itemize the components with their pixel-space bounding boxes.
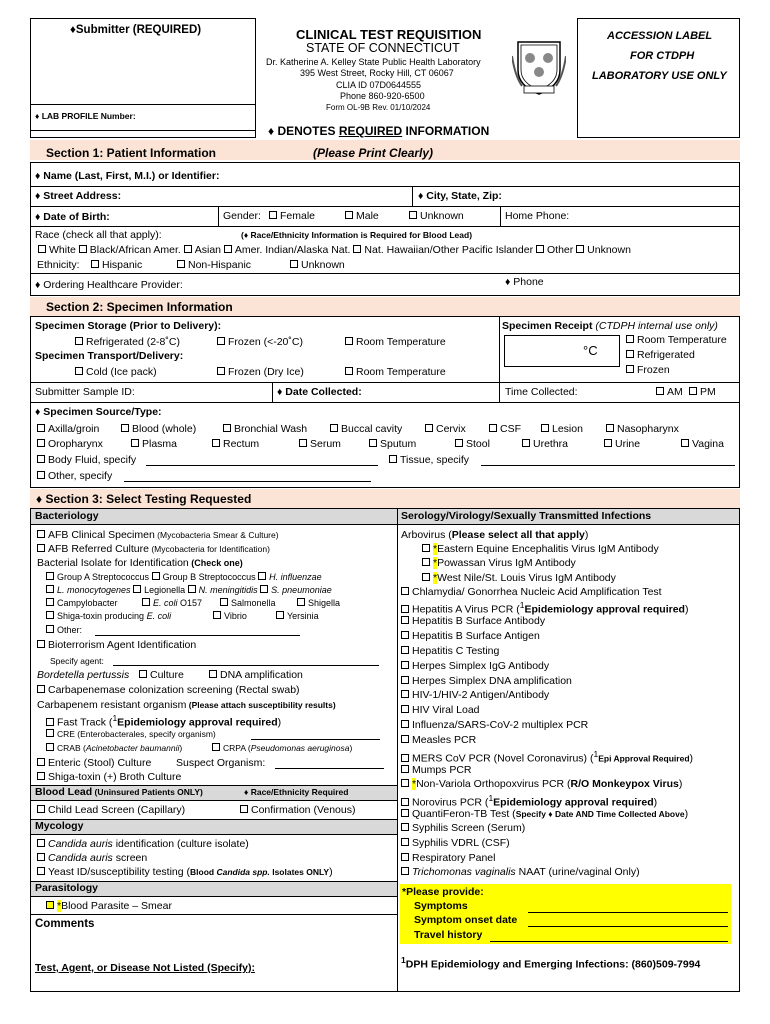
enteric-culture[interactable]: Enteric (Stool) Culture [37, 757, 151, 769]
transport-cold[interactable]: Cold (Ice pack) [75, 366, 157, 378]
afb-referred[interactable]: AFB Referred Culture (Mycobacteria for Identification) [37, 543, 270, 555]
travel-label: Travel history [414, 929, 483, 941]
divider [30, 819, 397, 820]
yeast-id[interactable]: Yeast ID/susceptibility testing (Blood Candida spp. Isolates ONLY) [37, 866, 333, 878]
storage-label: Specimen Storage (Prior to Delivery): [35, 320, 222, 332]
storage-room-temp[interactable]: Room Temperature [345, 336, 446, 348]
hsv-dna[interactable]: Herpes Simplex DNA amplification [401, 675, 572, 687]
option-group-b[interactable]: Group B Streptococcus [152, 572, 256, 582]
gender-unknown[interactable]: Unknown [409, 210, 464, 222]
ethnicity-label: Ethnicity: [37, 259, 80, 271]
option-group-a[interactable]: Group A Streptococcus [46, 572, 149, 582]
source-oropharynx[interactable]: Oropharynx [37, 438, 103, 450]
west-nile-antibody[interactable]: *West Nile/St. Louis Virus IgM Antibody [422, 572, 616, 584]
hep-c-testing[interactable]: Hepatitis C Testing [401, 645, 499, 657]
bacterial-isolate-label: Bacterial Isolate for Identification (Check one) [37, 557, 243, 569]
race-note: (♦ Race/Ethnicity Information is Required for Blood Lead) [241, 230, 473, 240]
source-bronchial[interactable]: Bronchial Wash [223, 423, 307, 435]
race-option[interactable]: Unknown [576, 244, 631, 256]
source-urethra[interactable]: Urethra [522, 438, 568, 450]
quantiferon[interactable]: QuantiFeron-TB Test (Specify ♦ Date AND Time Collected Above) [401, 808, 688, 820]
receipt-room-temp[interactable]: Room Temperature [626, 334, 727, 346]
divider [397, 508, 398, 992]
race-required: ♦ Race/Ethnicity Required [244, 787, 349, 797]
option-legionella[interactable]: Legionella [133, 585, 185, 595]
bacteriology-title: Bacteriology [35, 510, 99, 522]
source-csf[interactable]: CSF [489, 423, 521, 435]
crpa-option[interactable]: CRPA (Pseudomonas aeruginosa) [212, 743, 352, 753]
divider [500, 206, 501, 226]
source-vagina[interactable]: Vagina [681, 438, 724, 450]
celsius-unit: °C [583, 343, 598, 358]
street-address-field[interactable]: ♦ Street Address: [35, 190, 122, 202]
transport-room-temp[interactable]: Room Temperature [345, 366, 446, 378]
ethnicity-unknown[interactable]: Unknown [290, 259, 345, 271]
source-plasma[interactable]: Plasma [131, 438, 177, 450]
lab-phone: Phone 860-920-6500 [340, 91, 425, 101]
accession-line-1: ACCESSION LABEL [607, 30, 713, 42]
divider [499, 316, 500, 382]
divider [30, 524, 397, 525]
option-h-influenzae[interactable]: H. influenzae [258, 572, 322, 582]
city-state-zip-field[interactable]: ♦ City, State, Zip: [418, 190, 502, 202]
arbovirus-label: Arbovirus (Please select all that apply) [401, 529, 589, 541]
lead-confirmation[interactable]: Confirmation (Venous) [240, 804, 355, 816]
option-other[interactable]: Other: [46, 625, 82, 635]
isolate-row-1 [46, 572, 322, 582]
source-tissue[interactable]: Tissue, specify [389, 454, 469, 466]
footnote: $^1$DPH Epidemiology and Emerging Infections: (860)509-7994 [401, 955, 701, 971]
patient-name-field[interactable]: ♦ Name (Last, First, M.I.) or Identifier: [35, 170, 220, 182]
divider [30, 186, 740, 187]
checkbox[interactable] [345, 211, 353, 219]
option-campylobacter[interactable]: Campylobacter [46, 598, 118, 608]
eee-antibody[interactable]: *Eastern Equine Encephalitis Virus IgM Antibody [422, 543, 659, 555]
option-salmonella[interactable]: Salmonella [220, 598, 276, 608]
date-collected-field[interactable]: ♦ Date Collected: [277, 386, 362, 398]
orthopox-pcr[interactable]: *Non-Variola Orthopoxvirus PCR (R/O Monkeypox Virus) [401, 778, 682, 790]
norovirus-pcr[interactable]: Norovirus PCR ($^1$Epidemiology approval required) [401, 793, 657, 809]
divider [30, 206, 740, 207]
source-stool[interactable]: Stool [455, 438, 490, 450]
symptoms-line[interactable] [528, 912, 728, 913]
gender-label: Gender: [223, 210, 261, 222]
mers-pcr[interactable]: MERS CoV PCR (Novel Coronavirus) ($^1$Epi Approval Required) [401, 749, 693, 765]
serology-title: Serology/Virology/Sexually Transmitted Infections [401, 510, 652, 522]
checkbox[interactable] [269, 211, 277, 219]
source-nasopharynx[interactable]: Nasopharynx [606, 423, 679, 435]
specimen-source-label: ♦ Specimen Source/Type: [35, 406, 162, 418]
powassan-antibody[interactable]: *Powassan Virus IgM Antibody [422, 557, 576, 569]
form-title: CLINICAL TEST REQUISITION [296, 27, 482, 42]
required-note: ♦ DENOTES REQUIRED INFORMATION [268, 124, 490, 138]
hiv-viral-load[interactable]: HIV Viral Load [401, 704, 480, 716]
divider [30, 130, 256, 131]
section-1-title: Section 1: Patient Information [46, 146, 217, 160]
travel-line[interactable] [490, 941, 728, 942]
accession-line-2: FOR CTDPH [630, 50, 695, 62]
time-pm[interactable]: PM [689, 386, 716, 398]
suspect-organism-label: Suspect Organism: [176, 757, 266, 769]
checkbox[interactable] [409, 211, 417, 219]
race-option[interactable]: Asian [184, 244, 221, 256]
section-3-title: ♦ Section 3: Select Testing Requested [36, 492, 252, 506]
syphilis-vdrl[interactable]: Syphilis VDRL (CSF) [401, 837, 510, 849]
syphilis-screen[interactable]: Syphilis Screen (Serum) [401, 822, 525, 834]
not-listed-field[interactable]: Test, Agent, or Disease Not Listed (Specify): [35, 962, 255, 974]
bordetella-culture[interactable]: Culture [139, 669, 184, 681]
divider [412, 186, 413, 206]
crab-option[interactable]: CRAB (Acinetobacter baumannii) [46, 743, 182, 753]
state-seal-icon [512, 36, 566, 98]
candida-auris-id[interactable]: Candida auris identification (culture isolate) [37, 838, 249, 850]
mycology-title: Mycology [35, 820, 84, 832]
source-sputum[interactable]: Sputum [369, 438, 416, 450]
onset-label: Symptom onset date [414, 914, 518, 926]
time-collected-field[interactable]: Time Collected: [505, 386, 578, 398]
option-s-pneu[interactable]: S. pneumoniae [260, 585, 332, 595]
source-body-fluid[interactable]: Body Fluid, specify [37, 454, 136, 466]
dob-field[interactable]: ♦ Date of Birth: [35, 211, 110, 223]
race-option[interactable]: Other [536, 244, 573, 256]
divider [499, 382, 500, 402]
mycology-header [31, 819, 397, 834]
storage-frozen[interactable]: Frozen (<-20˚C) [217, 336, 303, 348]
accession-line-3: LABORATORY USE ONLY [592, 70, 727, 82]
source-cervix[interactable]: Cervix [425, 423, 466, 435]
lab-name: Dr. Katherine A. Kelley State Public Health Laboratory [266, 57, 481, 67]
transport-label: Specimen Transport/Delivery: [35, 350, 184, 362]
receipt-refrigerated[interactable]: Refrigerated [626, 349, 695, 361]
divider [30, 800, 397, 801]
respiratory-panel[interactable]: Respiratory Panel [401, 852, 495, 864]
divider [218, 206, 219, 226]
divider [30, 382, 740, 383]
source-rectum[interactable]: Rectum [212, 438, 259, 450]
race-option[interactable]: Nat. Hawaiian/Other Pacific Islander [353, 244, 533, 256]
print-clearly: (Please Print Clearly) [313, 146, 434, 160]
symptoms-label: Symptoms [414, 900, 468, 912]
please-provide-label: *Please provide: [402, 886, 484, 898]
race-option[interactable]: Amer. Indian/Alaska Nat. [224, 244, 351, 256]
hiv-ag-ab[interactable]: HIV-1/HIV-2 Antigen/Antibody [401, 689, 549, 701]
cro-label: Carbapenem resistant organism (Please attach susceptibility results) [37, 699, 336, 711]
option-yersinia[interactable]: Yersinia [276, 611, 319, 621]
option-e-coli[interactable]: E. coli O157 [142, 598, 202, 608]
source-buccal[interactable]: Buccal cavity [330, 423, 402, 435]
option-stec[interactable]: Shiga-toxin producing E. coli [46, 611, 171, 621]
child-lead-screen[interactable]: Child Lead Screen (Capillary) [37, 804, 185, 816]
fast-track[interactable]: Fast Track ($^1$Epidemiology approval required) [46, 713, 281, 729]
provider-phone-field[interactable]: ♦ Phone [505, 276, 544, 288]
blood-lead-title: Blood Lead (Uninsured Patients ONLY) [35, 786, 203, 798]
afb-clinical[interactable]: AFB Clinical Specimen (Mycobacteria Smear & Culture) [37, 529, 279, 541]
ethnicity-hispanic[interactable]: Hispanic [91, 259, 142, 271]
specify-agent-label: Specify agent: [50, 656, 104, 666]
divider [272, 382, 273, 402]
state-name: STATE OF CONNECTICUT [306, 41, 460, 55]
isolate-row-2 [46, 585, 332, 595]
form-number: Form OL-9B Rev. 01/10/2024 [326, 103, 431, 112]
transport-dry-ice[interactable]: Frozen (Dry Ice) [217, 366, 304, 378]
source-blood[interactable]: Blood (whole) [121, 423, 196, 435]
trichomonas-naat[interactable]: Trichomonas vaginalis NAAT (urine/vaginal Only) [401, 866, 640, 878]
hsv-igg[interactable]: Herpes Simplex IgG Antibody [401, 660, 549, 672]
bordetella-label: Bordetella pertussis [37, 669, 130, 681]
bioterrorism[interactable]: Bioterrorism Agent Identification [37, 639, 196, 651]
lab-address: 395 West Street, Rocky Hill, CT 06067 [300, 68, 454, 78]
chlamydia-test[interactable]: Chlamydia/ Gonorrhea Nucleic Acid Amplification Test [401, 586, 662, 598]
blood-parasite[interactable]: *Blood Parasite – Smear [46, 900, 172, 912]
bordetella-dna[interactable]: DNA amplification [209, 669, 303, 681]
divider [30, 914, 397, 915]
source-other[interactable]: Other, specify [37, 470, 112, 482]
hep-b-antibody[interactable]: Hepatitis B Surface Antibody [401, 615, 545, 627]
divider [30, 402, 740, 403]
option-l-mono[interactable]: L. monocytogenes [46, 585, 131, 595]
gender-male[interactable]: Male [345, 210, 379, 222]
specimen-receipt-label: Specimen Receipt (CTDPH internal use only) [502, 320, 718, 332]
option-vibrio[interactable]: Vibrio [213, 611, 247, 621]
source-axilla[interactable]: Axilla/groin [37, 423, 99, 435]
race-options [38, 244, 631, 256]
ordering-provider-field[interactable]: ♦ Ordering Healthcare Provider: [35, 279, 183, 291]
divider [30, 896, 397, 897]
lab-profile-label: ♦ LAB PROFILE Number: [35, 111, 136, 121]
temperature-box[interactable] [504, 335, 620, 367]
receipt-frozen[interactable]: Frozen [626, 364, 670, 376]
divider [30, 226, 740, 227]
carbapenemase-screen[interactable]: Carbapenemase colonization screening (Rectal swab) [37, 684, 300, 696]
body-fluid-line[interactable] [146, 465, 378, 466]
measles-pcr[interactable]: Measles PCR [401, 734, 476, 746]
hep-b-antigen[interactable]: Hepatitis B Surface Antigen [401, 630, 540, 642]
tissue-line[interactable] [481, 465, 735, 466]
cre-line[interactable] [251, 739, 380, 740]
parasitology-title: Parasitology [35, 882, 99, 894]
specify-agent-line[interactable] [113, 665, 379, 666]
divider [30, 834, 397, 835]
shiga-broth[interactable]: Shiga-toxin (+) Broth Culture [37, 771, 181, 783]
comments-label: Comments [35, 918, 95, 930]
option-shigella[interactable]: Shigella [297, 598, 340, 608]
divider [397, 524, 740, 525]
ethnicity-non-hispanic[interactable]: Non-Hispanic [177, 259, 251, 271]
home-phone-field[interactable]: Home Phone: [505, 210, 570, 222]
section-2-title: Section 2: Specimen Information [46, 300, 233, 314]
divider [30, 273, 740, 274]
candida-auris-screen[interactable]: Candida auris screen [37, 852, 147, 864]
storage-refrigerated[interactable]: Refrigerated (2-8˚C) [75, 336, 180, 348]
time-am[interactable]: AM [656, 386, 683, 398]
gender-female[interactable]: Female [269, 210, 315, 222]
sample-id-field[interactable]: Submitter Sample ID: [35, 386, 135, 398]
race-label: Race (check all that apply): [35, 229, 162, 241]
submitter-label: ♦Submitter (REQUIRED) [70, 24, 202, 36]
source-lesion[interactable]: Lesion [541, 423, 583, 435]
source-serum[interactable]: Serum [299, 438, 341, 450]
clia-id: CLIA ID 07D0644555 [336, 80, 422, 90]
divider [30, 104, 256, 105]
suspect-organism-line[interactable] [275, 768, 384, 769]
hep-a-pcr[interactable]: Hepatitis A Virus PCR ($^1$Epidemiology approval required) [401, 600, 688, 616]
other-line[interactable] [124, 481, 371, 482]
flu-sars-pcr[interactable]: Influenza/SARS-CoV-2 multiplex PCR [401, 719, 588, 731]
race-option[interactable]: White [38, 244, 76, 256]
race-option[interactable]: Black/African Amer. [79, 244, 181, 256]
option-n-men[interactable]: N. meningitidis [188, 585, 258, 595]
source-urine[interactable]: Urine [604, 438, 640, 450]
cre-option[interactable]: CRE (Enterobacterales, specify organism) [46, 729, 216, 739]
other-organism-line[interactable] [95, 635, 300, 636]
onset-line[interactable] [528, 926, 728, 927]
mumps-pcr[interactable]: Mumps PCR [401, 764, 472, 776]
